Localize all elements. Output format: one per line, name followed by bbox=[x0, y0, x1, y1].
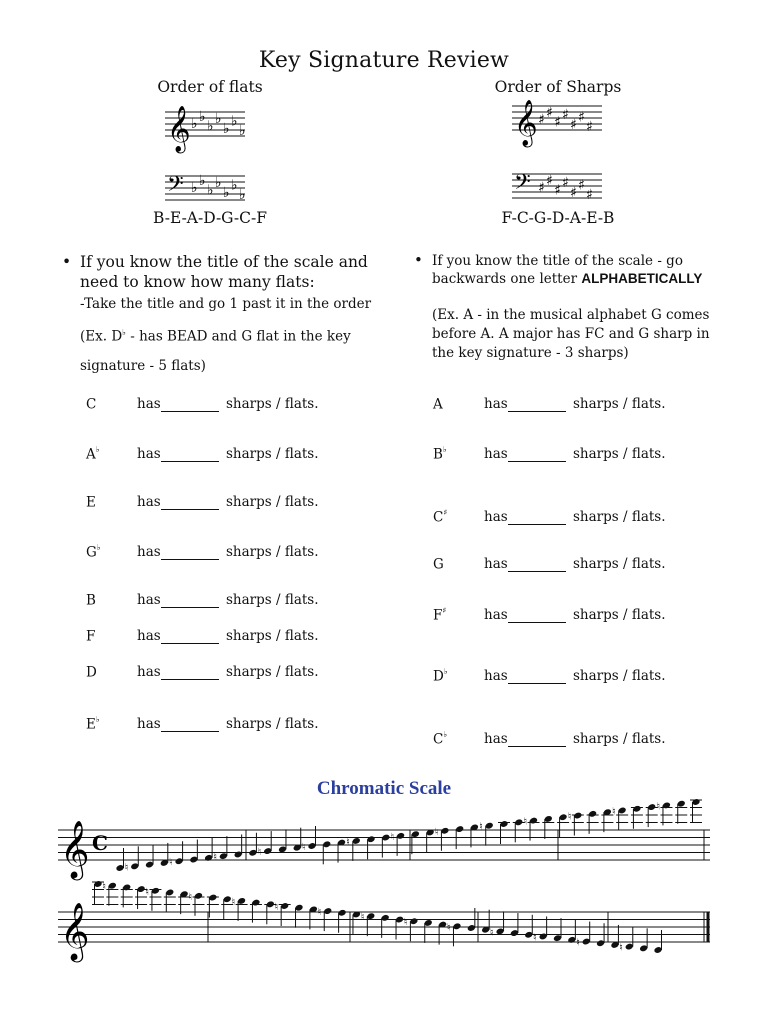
chromatic-staff-2 bbox=[58, 882, 710, 962]
accidental-icon: ♮ bbox=[390, 831, 395, 843]
flats-order: B-E-A-D-G-C-F bbox=[153, 209, 267, 227]
sharp-icon: ♯ bbox=[554, 182, 561, 199]
chromatic-staff-1 bbox=[58, 800, 710, 880]
sharps-flats-label: sharps / flats. bbox=[226, 716, 319, 732]
has-label: has bbox=[484, 607, 508, 623]
accidental-icon: ♮ bbox=[274, 902, 279, 913]
key-name: E bbox=[86, 494, 96, 511]
flat-icon: ♭ bbox=[207, 182, 214, 199]
sharps-example: (Ex. A - in the musical alphabet G comes before A. A major has FC and G sharp in the key signature - 3 sharps) bbox=[432, 307, 710, 361]
key-name: G bbox=[433, 556, 444, 573]
accidental-icon: ♮ bbox=[302, 842, 306, 853]
flats-example-end: signature - 5 flats) bbox=[80, 358, 206, 374]
flats-instruction bbox=[62, 252, 392, 292]
flat-icon: ♭ bbox=[215, 111, 222, 128]
sharps-flats-label: sharps / flats. bbox=[573, 668, 666, 684]
flat-icon: ♭ bbox=[231, 177, 238, 194]
key-name: C♭ bbox=[433, 730, 448, 748]
bass-clef-sharps-staff bbox=[512, 164, 602, 208]
accidental-icon: ♮ bbox=[403, 917, 408, 929]
accidental-icon: ♮ bbox=[490, 927, 494, 939]
sharp-icon: ♯ bbox=[546, 104, 553, 121]
treble-clef-icon: 𝄞 bbox=[60, 820, 90, 878]
sharp-icon: ♯ bbox=[578, 109, 585, 126]
accidental-icon: ♮ bbox=[188, 891, 193, 903]
sharps-flats-label: sharps / flats. bbox=[226, 446, 319, 462]
sharp-icon: ♯ bbox=[586, 187, 593, 204]
key-name: G♭ bbox=[86, 543, 101, 561]
has-label: has bbox=[137, 628, 161, 644]
flat-icon: ♭ bbox=[199, 172, 206, 189]
flat-icon: ♭ bbox=[191, 116, 198, 132]
flat-icon: ♭ bbox=[223, 184, 230, 201]
bass-clef-icon: 𝄢 bbox=[167, 172, 184, 202]
treble-clef-flats-staff bbox=[165, 104, 245, 152]
key-name: C♯ bbox=[433, 508, 448, 526]
key-name: D bbox=[86, 664, 97, 681]
accidental-icon: ♮ bbox=[523, 816, 528, 828]
flat-icon: ♭ bbox=[215, 175, 222, 192]
sharp-icon: ♯ bbox=[562, 107, 569, 124]
bullet-point: • bbox=[62, 253, 72, 271]
treble-clef-icon: 𝄞 bbox=[514, 100, 538, 146]
key-name: D♭ bbox=[433, 667, 448, 685]
accidental-icon: ♮ bbox=[612, 806, 616, 818]
accidental-icon: ♮ bbox=[656, 801, 661, 813]
sharps-instruction-text: If you know the title of the scale - go backwards one letter bbox=[432, 253, 683, 287]
sharp-icon: ♯ bbox=[562, 175, 569, 192]
accidental-icon: ♮ bbox=[576, 937, 580, 949]
sharp-icon: ♯ bbox=[586, 119, 593, 136]
sharps-order: F-C-G-D-A-E-B bbox=[501, 209, 615, 227]
sharps-flats-label: sharps / flats. bbox=[573, 556, 666, 572]
has-label: has bbox=[484, 446, 508, 462]
sharp-icon: ♯ bbox=[578, 177, 585, 194]
accidental-icon: ♮ bbox=[102, 881, 106, 893]
key-name: B♭ bbox=[433, 445, 447, 463]
page-title: Key Signature Review bbox=[258, 48, 510, 73]
sharps-heading: Order of Sharps bbox=[494, 78, 622, 96]
accidental-icon: ♮ bbox=[479, 821, 483, 833]
has-label: has bbox=[137, 396, 161, 412]
has-label: has bbox=[137, 446, 161, 462]
has-label: has bbox=[484, 396, 508, 412]
flats-example: (Ex. D♭ - has BEAD and G flat in the key bbox=[80, 328, 351, 345]
sharp-icon: ♯ bbox=[546, 172, 553, 189]
has-label: has bbox=[137, 592, 161, 608]
sharps-flats-label: sharps / flats. bbox=[573, 446, 666, 462]
flat-icon: ♭ bbox=[239, 187, 246, 204]
bass-clef-flats-staff bbox=[165, 168, 245, 208]
key-name: E♭ bbox=[86, 715, 100, 733]
accidental-icon: ♮ bbox=[619, 942, 623, 954]
bass-clef-icon: 𝄢 bbox=[514, 170, 531, 200]
flat-icon: ♭ bbox=[231, 113, 238, 130]
flat-icon: ♭ bbox=[223, 120, 230, 137]
accidental-icon: ♮ bbox=[231, 896, 236, 908]
key-name: A♭ bbox=[86, 445, 100, 463]
flat-icon: ♭ bbox=[207, 118, 214, 135]
time-signature: C bbox=[92, 831, 108, 855]
has-label: has bbox=[484, 731, 508, 747]
key-name: F bbox=[86, 628, 96, 645]
has-label: has bbox=[137, 494, 161, 510]
accidental-icon: ♮ bbox=[533, 932, 537, 944]
accidental-icon: ♮ bbox=[257, 847, 262, 859]
sharps-flats-label: sharps / flats. bbox=[573, 396, 666, 412]
key-name: B bbox=[86, 592, 96, 609]
sharps-flats-label: sharps / flats. bbox=[573, 607, 666, 623]
sharps-flats-label: sharps / flats. bbox=[226, 592, 319, 608]
flats-step: -Take the title and go 1 past it in the order bbox=[80, 296, 372, 312]
has-label: has bbox=[137, 716, 161, 732]
treble-clef-icon: 𝄞 bbox=[60, 902, 90, 960]
accidental-icon: ♮ bbox=[317, 907, 322, 919]
flat-icon: ♭ bbox=[199, 108, 206, 125]
accidental-icon: ♮ bbox=[124, 862, 129, 874]
has-label: has bbox=[137, 664, 161, 680]
sharp-icon: ♯ bbox=[538, 112, 545, 128]
accidental-icon: ♮ bbox=[446, 922, 451, 934]
sharp-icon: ♯ bbox=[570, 116, 577, 133]
sharps-flats-label: sharps / flats. bbox=[226, 664, 319, 680]
accidental-icon: ♮ bbox=[346, 836, 350, 848]
accidental-icon: ♮ bbox=[434, 826, 439, 838]
bullet-point: • bbox=[414, 251, 423, 269]
sharps-instruction bbox=[414, 252, 734, 288]
sharps-flats-label: sharps / flats. bbox=[573, 731, 666, 747]
sharp-icon: ♯ bbox=[554, 114, 561, 131]
sharps-flats-label: sharps / flats. bbox=[226, 628, 319, 644]
sharps-flats-label: sharps / flats. bbox=[573, 509, 666, 525]
key-name: C bbox=[86, 396, 97, 413]
sharps-flats-label: sharps / flats. bbox=[226, 396, 319, 412]
has-label: has bbox=[484, 556, 508, 572]
accidental-icon: ♮ bbox=[567, 811, 572, 823]
sharps-instruction-emphasis: ALPHABETICALLY bbox=[581, 271, 703, 286]
sharp-icon: ♯ bbox=[538, 180, 545, 196]
chromatic-scale-title: Chromatic Scale bbox=[316, 778, 452, 799]
flat-icon: ♭ bbox=[239, 123, 246, 140]
sharp-icon: ♯ bbox=[570, 184, 577, 201]
flat-icon: ♭ bbox=[191, 180, 198, 196]
accidental-icon: ♮ bbox=[213, 852, 217, 864]
key-name: A bbox=[433, 396, 443, 413]
flats-instruction-text: If you know the title of the scale and need to know how many flats: bbox=[80, 253, 368, 291]
key-name: F♯ bbox=[433, 606, 447, 624]
sharps-flats-label: sharps / flats. bbox=[226, 544, 319, 560]
accidental-icon: ♮ bbox=[145, 886, 150, 898]
accidental-icon: ♮ bbox=[169, 857, 173, 869]
has-label: has bbox=[484, 509, 508, 525]
has-label: has bbox=[137, 544, 161, 560]
has-label: has bbox=[484, 668, 508, 684]
treble-clef-sharps-staff bbox=[512, 98, 602, 146]
flats-heading: Order of flats bbox=[157, 78, 263, 96]
accidental-icon: ♮ bbox=[360, 912, 365, 924]
treble-clef-icon: 𝄞 bbox=[167, 106, 191, 152]
sharps-flats-label: sharps / flats. bbox=[226, 494, 319, 510]
